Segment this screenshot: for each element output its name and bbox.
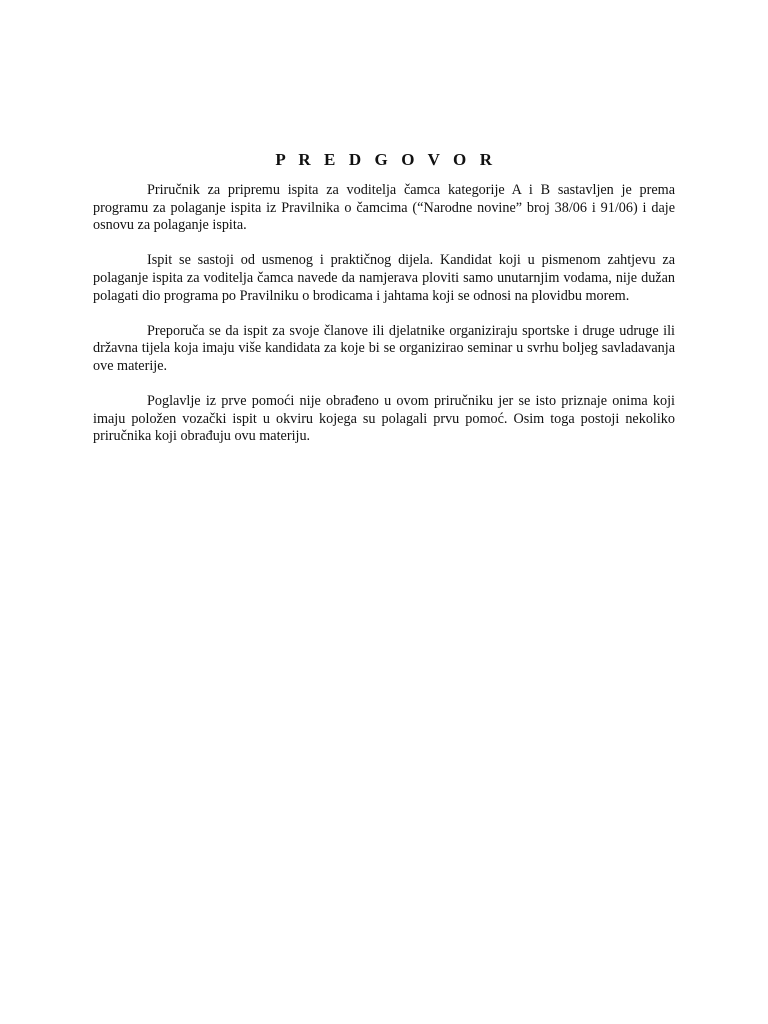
paragraph-first-aid: Poglavlje iz prve pomoći nije obrađeno u ovom priručniku jer se isto priznaje onima koji imaju položen vozački ispit u okviru kojega su polagali prvu pomoć. Osim toga postoji nekoliko priručnika koji obrađuju ovu materiju. — [93, 393, 675, 445]
page-content — [93, 150, 675, 464]
paragraph-intro: Priručnik za pripremu ispita za voditelja čamca kategorije A i B sastavljen je prema programu za polaganje ispita iz Pravilnika o čamcima (“Narodne novine” broj 38/06 i 91/06) i daje osnovu za polaganje ispita. — [93, 182, 675, 234]
paragraph-exam-structure: Ispit se sastoji od usmenog i praktičnog dijela. Kandidat koji u pismenom zahtjevu za polaganje ispita za voditelja čamca navede da namjerava ploviti samo unutarnjim vodama, nije dužan polagati dio programa po Pravilniku o brodicama i jahtama koji se odnosi na plovidbu morem. — [93, 252, 675, 304]
paragraph-recommendation: Preporuča se da ispit za svoje članove ili djelatnike organiziraju sportske i druge udruge ili državna tijela koja imaju više kandidata za koje bi se organizirao seminar u svrhu boljeg savladavanja ove materije. — [93, 322, 675, 374]
page-title: P R E D G O V O R — [275, 150, 497, 169]
